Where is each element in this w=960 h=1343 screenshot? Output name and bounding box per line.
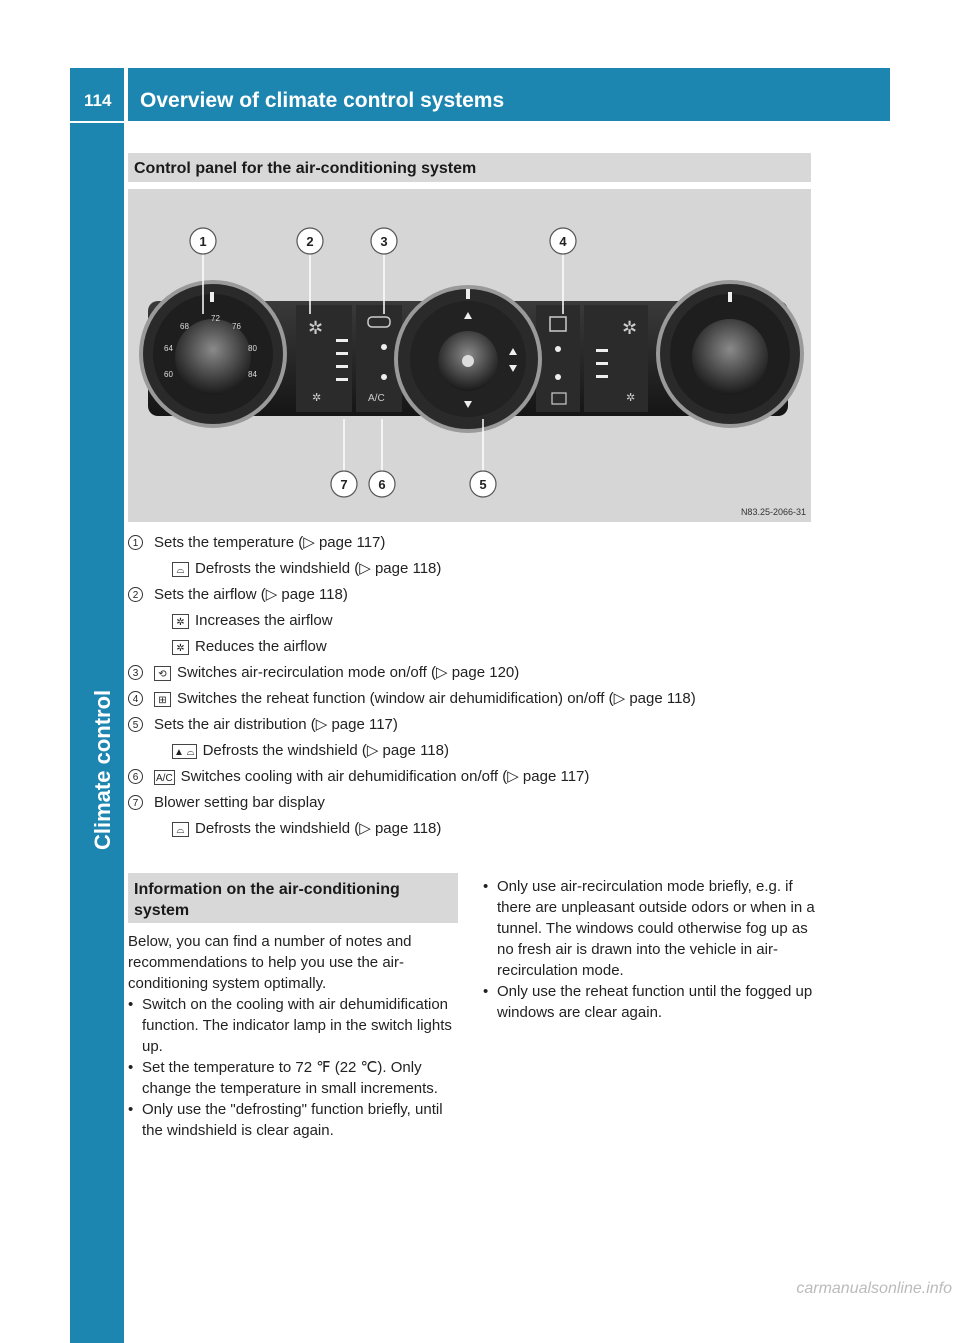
list-item: • Switch on the cooling with air dehumidification function. The indicator lamp in the switch lights up. <box>128 996 452 1055</box>
bullet-text: Switch on the cooling with air dehumidification function. The indicator lamp in the switch lights up. <box>142 996 452 1055</box>
legend-text: Increases the airflow <box>195 612 333 629</box>
legend-text: Defrosts the windshield (▷ page 118) <box>202 742 449 759</box>
svg-text:✲: ✲ <box>308 318 324 339</box>
legend-item <box>128 556 811 582</box>
ac-icon: A/C <box>154 770 175 785</box>
legend-text: Sets the airflow (▷ page 118) <box>154 586 348 603</box>
watermark: carmanualsonline.info <box>796 1280 952 1297</box>
legend-number: 5 <box>128 717 143 732</box>
legend-text-wrap <box>172 738 449 764</box>
figure-code: N83.25-2066-31 <box>740 507 806 517</box>
legend-text-wrap <box>154 790 325 816</box>
bullet-text: Only use the reheat function until the fogged up windows are clear again. <box>497 983 813 1021</box>
legend-text: Sets the temperature (▷ page 117) <box>154 534 386 551</box>
legend-text-wrap <box>172 816 441 842</box>
section-heading: Information on the air-conditioning system <box>128 873 458 923</box>
dial-label-76: 76 <box>232 322 241 331</box>
info-column-right <box>483 876 815 1023</box>
legend-text-wrap <box>172 634 327 660</box>
legend-item <box>128 530 811 556</box>
side-tab-label: Climate control <box>90 689 115 850</box>
legend-text-wrap <box>154 764 589 790</box>
legend-item <box>128 660 811 686</box>
callout-5: 5 <box>479 477 487 492</box>
legend-item <box>128 686 811 712</box>
defrost-icon: ⌓ <box>172 562 189 577</box>
legend-text: Reduces the airflow <box>195 638 327 655</box>
callout-7: 7 <box>340 477 348 492</box>
control-panel-figure <box>128 189 811 522</box>
callout-4: 4 <box>559 234 567 249</box>
legend-item <box>128 816 811 842</box>
legend-number: 4 <box>128 691 143 706</box>
up-defrost-icon: ▲ ⌓ <box>172 744 197 759</box>
legend-list <box>128 530 811 842</box>
legend-item <box>128 764 811 790</box>
dial-label-64: 64 <box>164 344 173 353</box>
legend-text: Switches cooling with air dehumidification on/off (▷ page 117) <box>180 768 590 785</box>
page-title: Overview of climate control systems <box>128 68 890 121</box>
callout-1: 1 <box>199 234 207 249</box>
list-item: • Set the temperature to 72 ℉ (22 ℃). Only change the temperature in small increments. <box>128 1059 438 1097</box>
fan-small-icon: ✲ <box>172 640 189 655</box>
info-column-left <box>128 931 463 1141</box>
dial-label-84: 84 <box>248 370 257 379</box>
legend-text: Defrosts the windshield (▷ page 118) <box>195 560 442 577</box>
legend-item <box>128 582 811 608</box>
legend-text: Switches the reheat function (window air dehumidification) on/off (▷ page 118) <box>177 690 696 707</box>
side-tab-label-box <box>84 660 114 860</box>
svg-text:✲: ✲ <box>312 391 322 404</box>
legend-text-wrap <box>154 530 385 556</box>
reheat-icon: ⊞ <box>154 692 171 707</box>
dial-label-72: 72 <box>211 314 220 323</box>
defrost-icon: ⌓ <box>172 822 189 837</box>
section-heading: Control panel for the air-conditioning system <box>128 153 811 182</box>
legend-number: 7 <box>128 795 143 810</box>
page-number: 114 <box>70 68 124 121</box>
legend-text: Blower setting bar display <box>154 794 325 811</box>
legend-text-wrap <box>154 686 696 712</box>
svg-text:✲: ✲ <box>626 391 636 404</box>
legend-number: 1 <box>128 535 143 550</box>
legend-text-wrap <box>154 660 519 686</box>
legend-item <box>128 608 811 634</box>
bullet-text: Only use air-recirculation mode briefly, e.g. if there are unpleasant outside odors or when in a tunnel. The windows could otherwise fog up as no fresh air is drawn into the vehicle in air-recirculation mode. <box>497 878 815 979</box>
ac-label: A/C <box>368 393 385 404</box>
legend-text-wrap <box>154 712 398 738</box>
legend-text: Switches air-recirculation mode on/off (▷ page 120) <box>177 664 520 681</box>
legend-item <box>128 634 811 660</box>
legend-number: 2 <box>128 587 143 602</box>
legend-item <box>128 712 811 738</box>
legend-item <box>128 738 811 764</box>
dial-label-68: 68 <box>180 322 189 331</box>
callout-3: 3 <box>380 234 388 249</box>
legend-item <box>128 790 811 816</box>
legend-number: 6 <box>128 769 143 784</box>
bullet-text: Set the temperature to 72 ℉ (22 ℃). Only change the temperature in small increments. <box>142 1059 438 1097</box>
recirculation-icon: ⟲ <box>154 666 171 681</box>
svg-text:✲: ✲ <box>622 318 638 339</box>
fan-large-icon: ✲ <box>172 614 189 629</box>
dial-label-60: 60 <box>164 370 173 379</box>
legend-text: Sets the air distribution (▷ page 117) <box>154 716 398 733</box>
legend-text: Defrosts the windshield (▷ page 118) <box>195 820 442 837</box>
legend-number: 3 <box>128 665 143 680</box>
list-item: • Only use the "defrosting" function briefly, until the windshield is clear again. <box>128 1101 443 1139</box>
legend-text-wrap <box>172 556 441 582</box>
callout-2: 2 <box>306 234 314 249</box>
list-item: • Only use air-recirculation mode briefly, e.g. if there are unpleasant outside odors or when in a tunnel. The windows could otherwise fog up as no fresh air is drawn into the vehicle in air-recirculation mode. <box>483 878 815 979</box>
list-item: • Only use the reheat function until the fogged up windows are clear again. <box>483 983 813 1021</box>
dial-label-80: 80 <box>248 344 257 353</box>
info-intro: Below, you can find a number of notes and recommendations to help you use the air-conditioning system optimally. <box>128 933 412 992</box>
callout-6: 6 <box>378 477 386 492</box>
legend-text-wrap <box>172 608 333 634</box>
bullet-text: Only use the "defrosting" function briefly, until the windshield is clear again. <box>142 1101 443 1139</box>
legend-text-wrap <box>154 582 348 608</box>
